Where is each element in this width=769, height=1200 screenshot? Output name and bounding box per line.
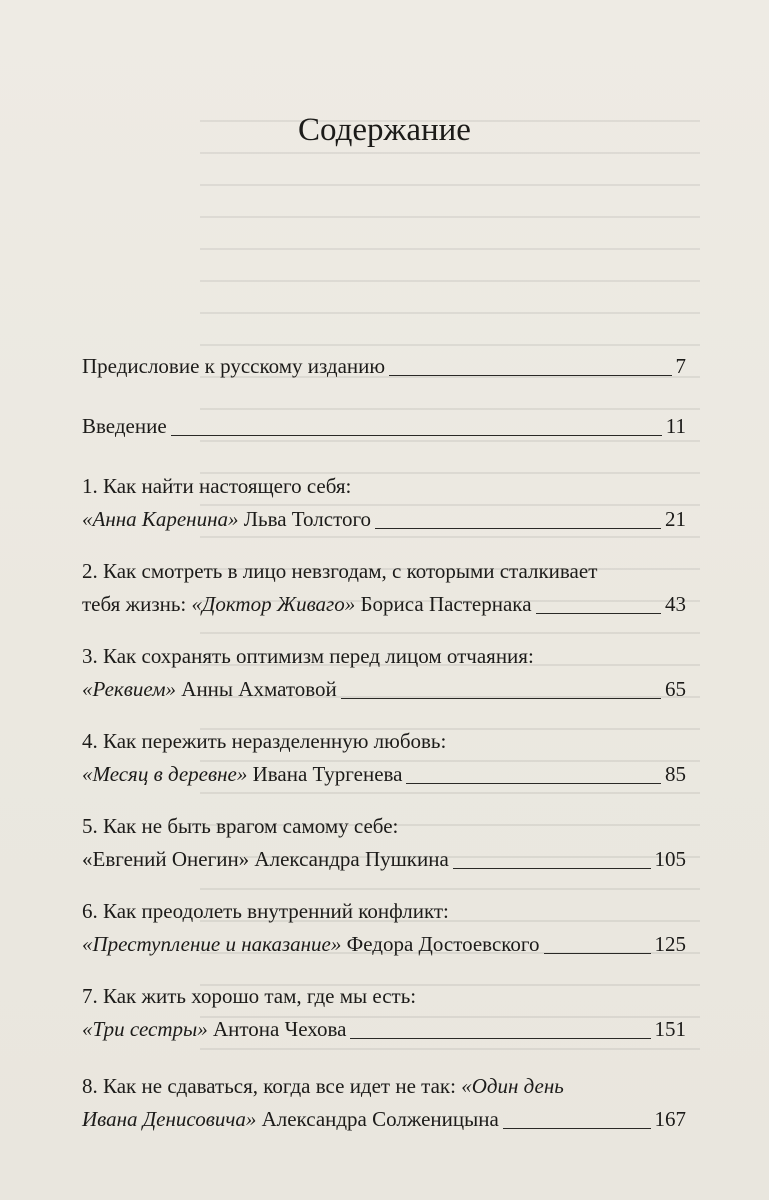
toc-entry	[82, 410, 686, 443]
toc-entry-title	[82, 673, 337, 706]
entry-text: 2. Как смотреть в лицо невзгодам, с которыми сталкивает	[82, 559, 598, 583]
work-title: «Преступление и наказание»	[82, 932, 342, 956]
work-title: «Анна Каренина»	[82, 507, 239, 531]
toc-entry-title	[82, 1070, 564, 1103]
page-number: 167	[654, 1107, 686, 1131]
entry-text: Введение	[82, 414, 167, 438]
toc-entry-title	[82, 555, 597, 588]
entry-text: 7. Как жить хорошо там, где мы есть:	[82, 984, 417, 1008]
toc-entry-title	[82, 895, 449, 928]
work-title: «Три сестры»	[82, 1017, 208, 1041]
toc-entry-line	[82, 895, 686, 928]
page-number: 21	[665, 507, 686, 531]
entry-text: 5. Как не быть врагом самому себе:	[82, 814, 399, 838]
page-number: 85	[665, 762, 686, 786]
entry-text: 1. Как найти настоящего себя:	[82, 474, 352, 498]
toc-entry-line	[82, 928, 686, 961]
toc-entry-line	[82, 843, 686, 876]
toc-entry-title	[82, 470, 351, 503]
toc-entry	[82, 810, 686, 876]
leader-line	[536, 612, 661, 614]
toc-entry-line	[82, 410, 686, 443]
page-title: Содержание	[298, 112, 471, 148]
leader-line	[171, 434, 662, 436]
toc-entry-line	[82, 725, 686, 758]
toc-entry-line	[82, 350, 686, 383]
toc-entry-line	[82, 758, 686, 791]
leader-line	[341, 697, 661, 699]
page-number: 125	[654, 932, 686, 956]
page-number: 65	[665, 677, 686, 701]
toc-entry-line	[82, 555, 686, 588]
toc-entry-line	[82, 470, 686, 503]
entry-text: Льва Толстого	[238, 507, 372, 531]
entry-text: 8. Как не сдаваться, когда все идет не так:	[82, 1074, 462, 1098]
toc-entry	[82, 1070, 686, 1136]
toc-entry-title	[82, 350, 385, 383]
toc-entry-line	[82, 588, 686, 621]
toc-entry-title	[82, 980, 416, 1013]
leader-line	[544, 952, 651, 954]
toc-entry-line	[82, 503, 686, 536]
toc-entry-title	[82, 810, 398, 843]
leader-line	[375, 527, 661, 529]
toc-entry-title	[82, 725, 446, 758]
page-number: 7	[675, 354, 686, 378]
entry-text: Бориса Пастернака	[355, 592, 532, 616]
toc-entry-line	[82, 640, 686, 673]
entry-text: Александра Солженицына	[256, 1107, 499, 1131]
toc-entry-title	[82, 758, 402, 791]
entry-text: 4. Как пережить неразделенную любовь:	[82, 729, 447, 753]
toc-entry	[82, 895, 686, 961]
page-number: 105	[654, 847, 686, 871]
entry-text: тебя жизнь:	[82, 592, 192, 616]
toc-entry-title	[82, 1013, 346, 1046]
toc-entry	[82, 470, 686, 536]
toc-entry-line	[82, 1013, 686, 1046]
entry-text: 3. Как сохранять оптимизм перед лицом отчаяния:	[82, 644, 534, 668]
leader-line	[406, 782, 661, 784]
toc-entry	[82, 555, 686, 621]
leader-line	[350, 1037, 650, 1039]
toc-entry-title	[82, 588, 532, 621]
leader-line	[453, 867, 651, 869]
work-title: «Месяц в деревне»	[82, 762, 248, 786]
toc-entry	[82, 350, 686, 383]
toc-entry-line	[82, 1103, 686, 1136]
toc-entry-title	[82, 503, 371, 536]
page-number: 11	[665, 414, 686, 438]
entry-text: Предисловие к русскому изданию	[82, 354, 386, 378]
work-title: «Реквием»	[82, 677, 177, 701]
work-title: «Доктор Живаго»	[191, 592, 356, 616]
page-number: 151	[654, 1017, 686, 1041]
toc-entry-line	[82, 1070, 686, 1103]
work-title: «Один день	[461, 1074, 564, 1098]
toc-entry-title	[82, 640, 534, 673]
entry-text: Антона Чехова	[207, 1017, 347, 1041]
toc-entry-line	[82, 673, 686, 706]
toc-entry-title	[82, 843, 449, 876]
toc-entry	[82, 725, 686, 791]
entry-text: «Евгений Онегин» Александра Пушкина	[82, 847, 449, 871]
leader-line	[389, 374, 671, 376]
entry-text: 6. Как преодолеть внутренний конфликт:	[82, 899, 449, 923]
entry-text: Федора Достоевского	[341, 932, 540, 956]
toc-entry-line	[82, 980, 686, 1013]
toc-entry-line	[82, 810, 686, 843]
leader-line	[503, 1127, 651, 1129]
toc-entry	[82, 640, 686, 706]
toc-entry-title	[82, 410, 167, 443]
entry-text: Ивана Тургенева	[247, 762, 403, 786]
toc-entry-title	[82, 1103, 499, 1136]
entry-text: Анны Ахматовой	[176, 677, 337, 701]
toc-entry	[82, 980, 686, 1046]
page-number: 43	[665, 592, 686, 616]
work-title: Ивана Денисовича»	[82, 1107, 257, 1131]
toc-entry-title	[82, 928, 540, 961]
